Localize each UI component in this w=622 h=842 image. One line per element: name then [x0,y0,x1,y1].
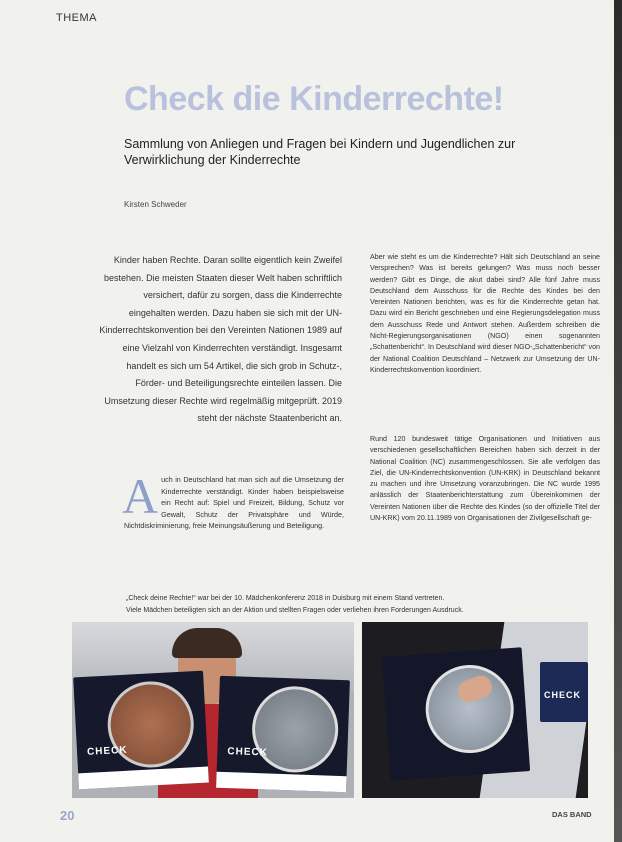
body-right-paragraph-1 [370,252,600,376]
article-author: Kirsten Schweder [124,200,187,209]
section-label: THEMA [56,12,97,24]
journal-name: DAS BAND [552,810,592,819]
photo-left-card-1 [73,671,209,790]
page-number: 20 [60,808,75,823]
article-subtitle: Sammlung von Anliegen und Fragen bei Kindern und Jugendlichen zur Verwirklichung der Kinderrechte [124,137,516,167]
photo-right-side-card [540,662,588,722]
photo-left [72,622,354,798]
drop-cap: A [122,468,159,524]
photo-right-plate [423,662,517,756]
photo-left-card-label: CHECK [86,744,128,758]
article-title: Check die Kinderrechte! [124,80,504,118]
body-right-text-1: Aber wie steht es um die Kinderrechte? Hält sich Deutschland an seine Versprechen? Was ist bereits gelungen? Was muss noch besser werden? Gibt es Dinge, die akut dabei sind? Alle fünf Jahre muss Deutschland dem Ausschuss für die Rechte des Kindes bei den Vereinten Nationen berichten, was es für die Kinderrechte getan hat. Dazu wird ein Bericht geschrieben und eine Regierungsdelegation muss dem Ausschuss Rede und Antwort stehen. Außerdem schreiben die Nicht-Regierungsorganisationen (NGO) einen sogenannten „Schattenbericht“. In Deutschland wird dieser NGO-„Schattenbericht“ von der National Coalition Deutschland – Netzwerk zur Umsetzung der UN-Kinderrechtskonvention koordiniert. [370,253,600,374]
body-right-paragraph-2 [370,434,600,524]
photo-right-side-card-label: CHECK [544,690,582,700]
body-left-column [122,468,344,532]
caption-line-1: „Check deine Rechte!“ war bei der 10. Mädchenkonferenz 2018 in Duisburg mit einem Stand vertreten. [126,595,445,602]
photo-right-card [382,647,530,780]
body-right-text-2: Rund 120 bundesweit tätige Organisationen und Initiativen aus verschiedenen gesellschaftlichen Bereichen haben sich derzeit in der National Coalition (NC) zusammengeschlossen. Sie alle verfolgen das Ziel, die UN-Kinderrechtskonvention (UN-KRK) in Deutschland bekannt zu machen und ihre Umsetzung voranzubringen. Die NC wurde 1995 anlässlich der Staatenberichterstattung zum Übereinkommen der Vereinten Nationen über die Rechte des Kindes (so der offizielle Titel der UN-KRK) vom 20.11.1989 von Organisationen der Zivilgesellschaft ge- [370,435,600,523]
photo-left-card-2-label: CHECK [227,746,269,759]
body-left-text: uch in Deutschland hat man sich auf die Umsetzung der Kinderrechte verständigt. Kinder haben beispielsweise ein Recht auf: Spiel und Freizeit, Bildung, Schutz vor Gewalt, Schutz der Privatsphäre und Würde, Nichtdiskriminierung, freie Meinungsäußerung und Beteiligung. [124,475,344,531]
caption-line-2: Viele Mädchen beteiligten sich an der Aktion und stellten Fragen oder verliehen ihren Forderungen Ausdruck. [126,607,464,614]
photo-left-card-2 [216,676,350,792]
page-edge-shadow [614,0,622,842]
lead-paragraph: Kinder haben Rechte. Daran sollte eigentlich kein Zweifel bestehen. Die meisten Staaten dieser Welt haben schriftlich versichert, dafür zu sorgen, dass die Kinderrechte eingehalten werden. Dazu haben sie sich mit der UN-Kinderrechtskonvention bei den Vereinten Nationen 1989 auf eine Vielzahl von Kinderrechten verständigt. Insgesamt handelt es sich um 54 Artikel, die sich grob in Schutz-, Förder- und Beteiligungsrechte einteilen lassen. Die Umsetzung dieser Rechte wird regelmäßig mitgeprüft. 2019 steht der nächste Staatenbericht an. [99,255,342,424]
photo-left-plate-2 [251,685,340,774]
photo-caption [126,593,606,617]
photo-left-hair [172,628,242,658]
photo-right [362,622,588,798]
